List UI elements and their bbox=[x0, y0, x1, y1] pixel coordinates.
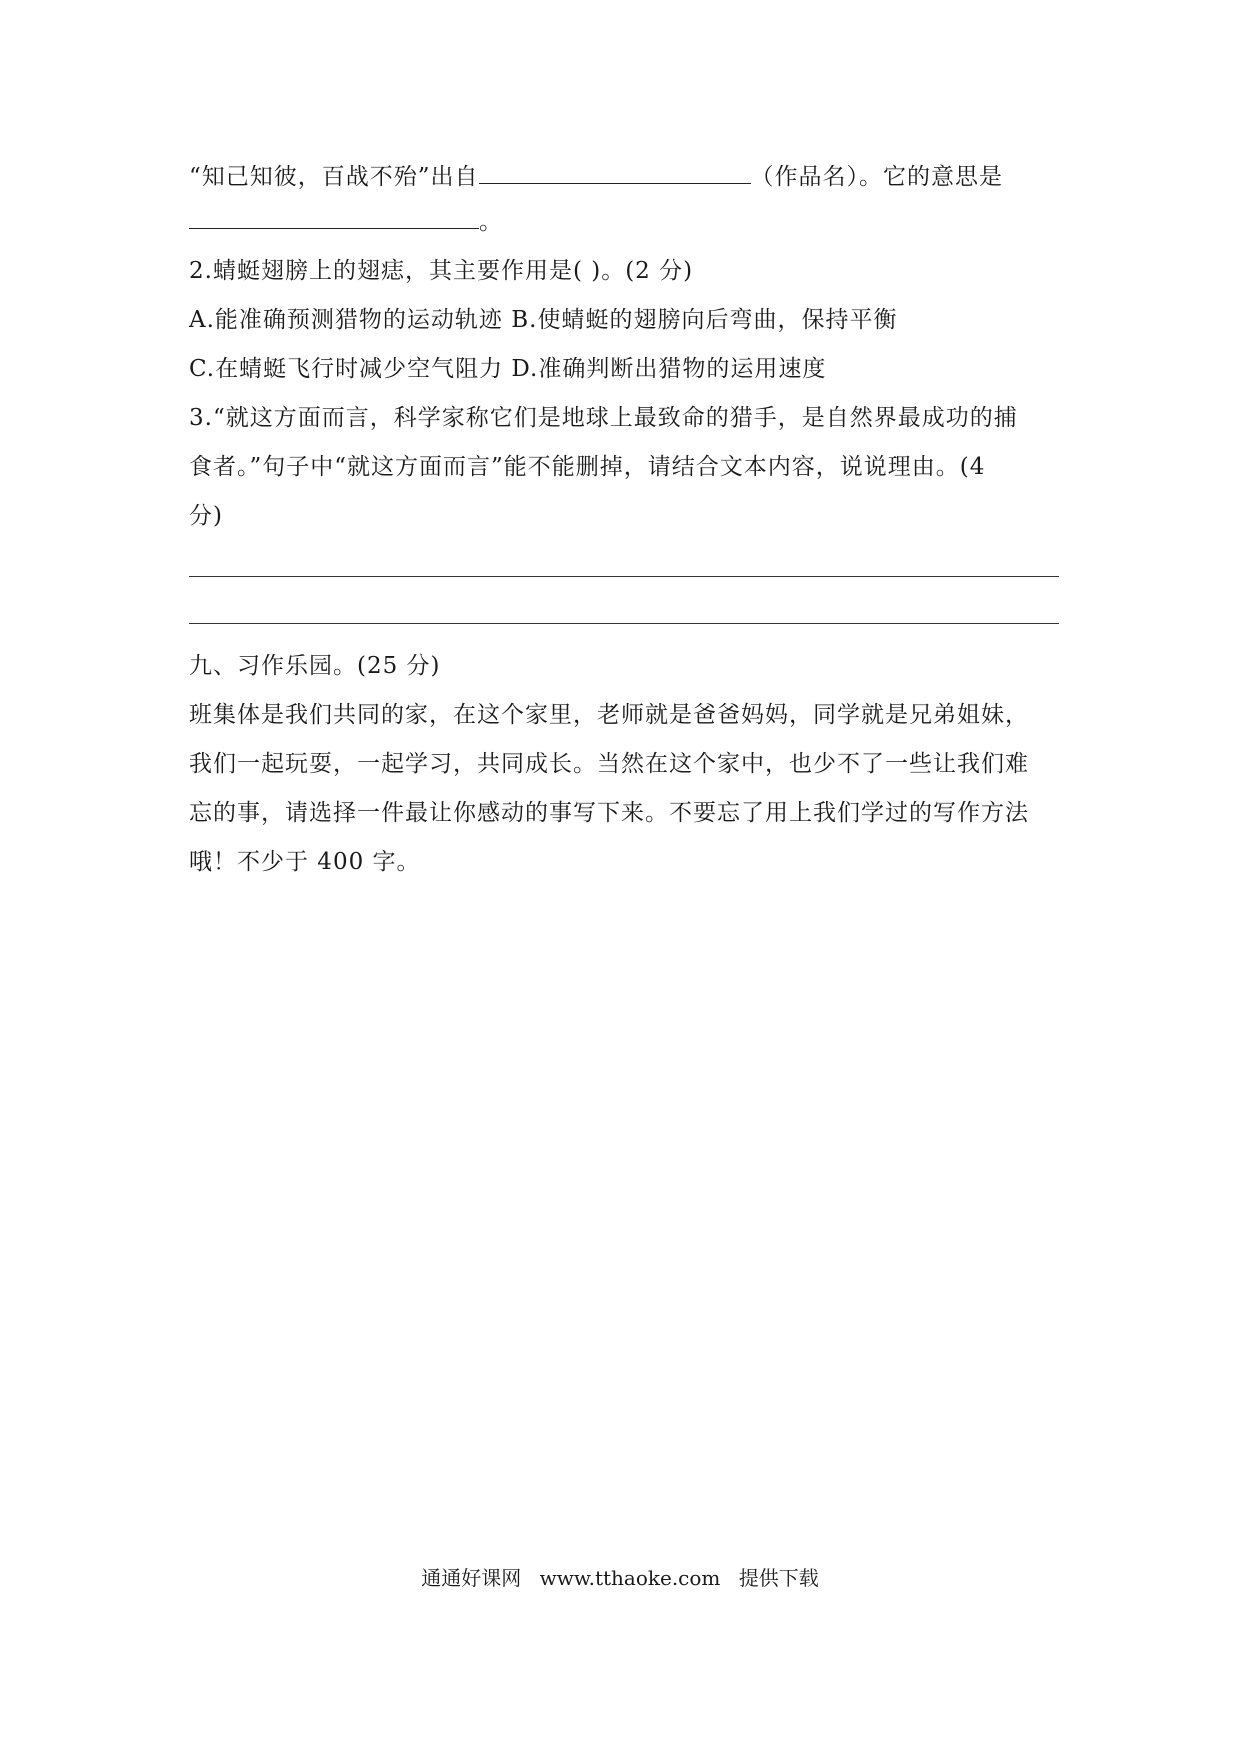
q3-answer-line-1[interactable] bbox=[189, 576, 1059, 577]
section9-heading: 九、习作乐园。(25 分) bbox=[189, 653, 441, 679]
q1-text-before: “知己知彼，百战不殆”出自 bbox=[189, 164, 479, 190]
q3-answer-line-2[interactable] bbox=[189, 623, 1059, 624]
q1-blank-work-name[interactable] bbox=[479, 161, 751, 184]
q2-stem: 2.蜻蜓翅膀上的翅痣，其主要作用是( )。(2 分) bbox=[189, 258, 694, 284]
section9-para-line-2: 我们一起玩耍，一起学习，共同成长。当然在这个家中，也少不了一些让我们难 bbox=[189, 751, 1029, 777]
q2-options-line-2: C.在蜻蜓飞行时减少空气阻力 D.准确判断出猎物的运用速度 bbox=[189, 356, 827, 382]
footer-url[interactable]: www.tthaoke.com bbox=[539, 1566, 721, 1590]
page-footer bbox=[0, 1565, 1240, 1591]
q3-line-2: 食者。”句子中“就这方面而言”能不能删掉，请结合文本内容，说说理由。(4 bbox=[189, 454, 986, 480]
q1-text-end: 。 bbox=[479, 209, 503, 235]
q3-line-1: 3.“就这方面而言，科学家称它们是地球上最致命的猎手，是自然界最成功的捕 bbox=[189, 405, 1018, 431]
section9-para-line-1: 班集体是我们共同的家，在这个家里，老师就是爸爸妈妈，同学就是兄弟姐妹， bbox=[189, 702, 1029, 728]
section9-para-line-3: 忘的事，请选择一件最让你感动的事写下来。不要忘了用上我们学过的写作方法 bbox=[189, 800, 1029, 826]
q1-line-2 bbox=[189, 206, 1059, 237]
q1-blank-meaning[interactable] bbox=[189, 206, 479, 229]
section9-para-line-4: 哦！不少于 400 字。 bbox=[189, 849, 421, 875]
q2-options-line-1: A.能准确预测猎物的运动轨迹 B.使蜻蜓的翅膀向后弯曲，保持平衡 bbox=[189, 307, 898, 333]
q1-line-1 bbox=[189, 161, 1059, 192]
q3-line-3: 分) bbox=[189, 503, 223, 529]
footer-site-name: 通通好课网 bbox=[421, 1566, 522, 1590]
q1-text-after: （作品名）。它的意思是 bbox=[750, 164, 1004, 190]
footer-tail: 提供下载 bbox=[738, 1566, 819, 1590]
